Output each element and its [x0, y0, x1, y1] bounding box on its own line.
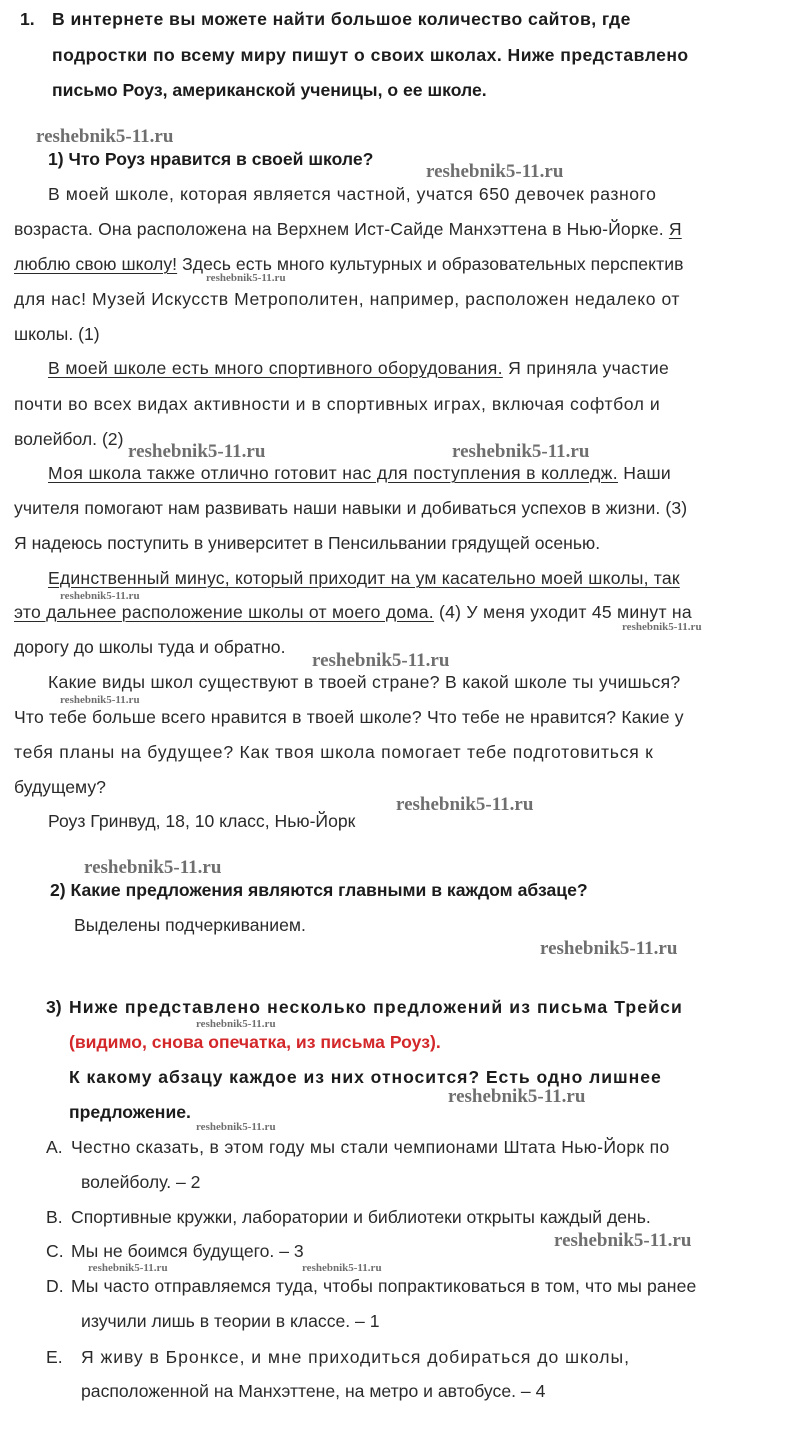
intro-line-2: подростки по всему миру пишут о своих школах. Ниже представлено	[52, 45, 689, 65]
option-e-line-2: расположенной на Манхэттене, на метро и автобусе. – 4	[81, 1381, 546, 1401]
p4-line-2: это дальнее расположение школы от моего дома. (4) У меня уходит 45 минут на	[14, 602, 692, 622]
watermark: reshebnik5-11.ru	[88, 1262, 168, 1274]
p4-line-3: дорогу до школы туда и обратно.	[14, 637, 286, 657]
q3-line-4: предложение.	[69, 1102, 191, 1122]
option-c-line-1: Мы не боимся будущего. – 3	[71, 1241, 304, 1261]
p2-line-2: почти во всех видах активности и в спортивных играх, включая софтбол и	[14, 394, 661, 414]
p2-line-3: волейбол. (2)	[14, 429, 124, 449]
watermark: reshebnik5-11.ru	[196, 1018, 276, 1030]
q3-editor-note: (видимо, снова опечатка, из письма Роуз).	[69, 1032, 441, 1052]
p5-line-1: Какие виды школ существуют в твоей стране? В какой школе ты учишься?	[48, 672, 681, 692]
option-a-letter: A.	[46, 1137, 63, 1157]
main-sentence-3: Моя школа также отлично готовит нас для поступления в колледж.	[48, 463, 619, 483]
watermark: reshebnik5-11.ru	[128, 441, 266, 462]
main-sentence-2: В моей школе есть много спортивного оборудования.	[48, 358, 503, 378]
watermark: reshebnik5-11.ru	[36, 126, 174, 147]
option-b-letter: B.	[46, 1207, 63, 1227]
q2-answer: Выделены подчеркиванием.	[74, 915, 306, 935]
watermark: reshebnik5-11.ru	[302, 1262, 382, 1274]
p5-line-2: Что тебе больше всего нравится в твоей школе? Что тебе не нравится? Какие у	[14, 707, 684, 727]
watermark: reshebnik5-11.ru	[452, 441, 590, 462]
main-sentence-4-end: это дальнее расположение школы от моего дома.	[14, 602, 434, 622]
main-sentence-1-start: Я	[668, 219, 682, 239]
main-sentence-1-end: люблю свою школу!	[14, 254, 178, 274]
watermark: reshebnik5-11.ru	[554, 1230, 692, 1251]
p2-line-1: В моей школе есть много спортивного оборудования. Я приняла участие	[48, 358, 670, 378]
p4-line-1	[48, 567, 680, 589]
watermark: reshebnik5-11.ru	[622, 621, 702, 633]
intro-line-1: В интернете вы можете найти большое количество сайтов, где	[52, 9, 631, 29]
option-e-letter: E.	[46, 1347, 63, 1367]
option-c-letter: C.	[46, 1241, 64, 1261]
option-b-line-1: Спортивные кружки, лаборатории и библиотеки открыты каждый день.	[71, 1207, 651, 1227]
p1-line-3: люблю свою школу! Здесь есть много культурных и образовательных перспектив	[14, 254, 684, 274]
intro-line-3: письмо Роуз, американской ученицы, о ее школе.	[52, 80, 487, 100]
watermark: reshebnik5-11.ru	[60, 590, 140, 602]
letter-signature: Роуз Гринвуд, 18, 10 класс, Нью-Йорк	[48, 811, 356, 831]
option-d-line-2: изучили лишь в теории в классе. – 1	[81, 1311, 380, 1331]
p5-line-3: тебя планы на будущее? Как твоя школа помогает тебе подготовиться к	[14, 742, 654, 762]
p1-line-2: возраста. Она расположена на Верхнем Ист-Сайде Манхэттена в Нью-Йорке. Я	[14, 219, 682, 239]
p1-line-1: В моей школе, которая является частной, учатся 650 девочек разного	[48, 184, 657, 204]
q2-heading: 2) Какие предложения являются главными в каждом абзаце?	[50, 880, 588, 900]
task-number: 1.	[20, 9, 35, 29]
watermark: reshebnik5-11.ru	[84, 857, 222, 878]
watermark: reshebnik5-11.ru	[448, 1086, 586, 1107]
watermark: reshebnik5-11.ru	[426, 161, 564, 182]
option-e-line-1: Я живу в Бронксе, и мне приходиться добираться до школы,	[81, 1347, 630, 1367]
main-sentence-4-start: Единственный минус, который приходит на ум касательно моей школы, так	[48, 568, 680, 588]
option-d-line-1: Мы часто отправляемся туда, чтобы попрактиковаться в том, что мы ранее	[71, 1276, 697, 1296]
watermark: reshebnik5-11.ru	[540, 938, 678, 959]
p5-line-4: будущему?	[14, 777, 106, 797]
option-a-line-1: Честно сказать, в этом году мы стали чемпионами Штата Нью-Йорк по	[71, 1137, 670, 1157]
q3-number: 3)	[46, 997, 62, 1017]
q3-line-3: К какому абзацу каждое из них относится? Есть одно лишнее	[69, 1067, 662, 1087]
p1-line-5: школы. (1)	[14, 324, 100, 344]
watermark: reshebnik5-11.ru	[196, 1121, 276, 1133]
p1-line-4: для нас! Музей Искусств Метрополитен, например, расположен недалеко от	[14, 289, 681, 309]
q3-line-1: Ниже представлено несколько предложений из письма Трейси	[69, 997, 683, 1017]
watermark: reshebnik5-11.ru	[60, 694, 140, 706]
watermark: reshebnik5-11.ru	[206, 272, 286, 284]
watermark: reshebnik5-11.ru	[312, 650, 450, 671]
option-d-letter: D.	[46, 1276, 64, 1296]
p3-line-3: Я надеюсь поступить в университет в Пенсильвании грядущей осенью.	[14, 533, 601, 553]
p3-line-1: Моя школа также отлично готовит нас для поступления в колледж. Наши	[48, 463, 672, 483]
option-a-line-2: волейболу. – 2	[81, 1172, 201, 1192]
watermark: reshebnik5-11.ru	[396, 794, 534, 815]
q1-heading: 1) Что Роуз нравится в своей школе?	[48, 149, 374, 169]
p3-line-2: учителя помогают нам развивать наши навыки и добиваться успехов в жизни. (3)	[14, 498, 688, 518]
